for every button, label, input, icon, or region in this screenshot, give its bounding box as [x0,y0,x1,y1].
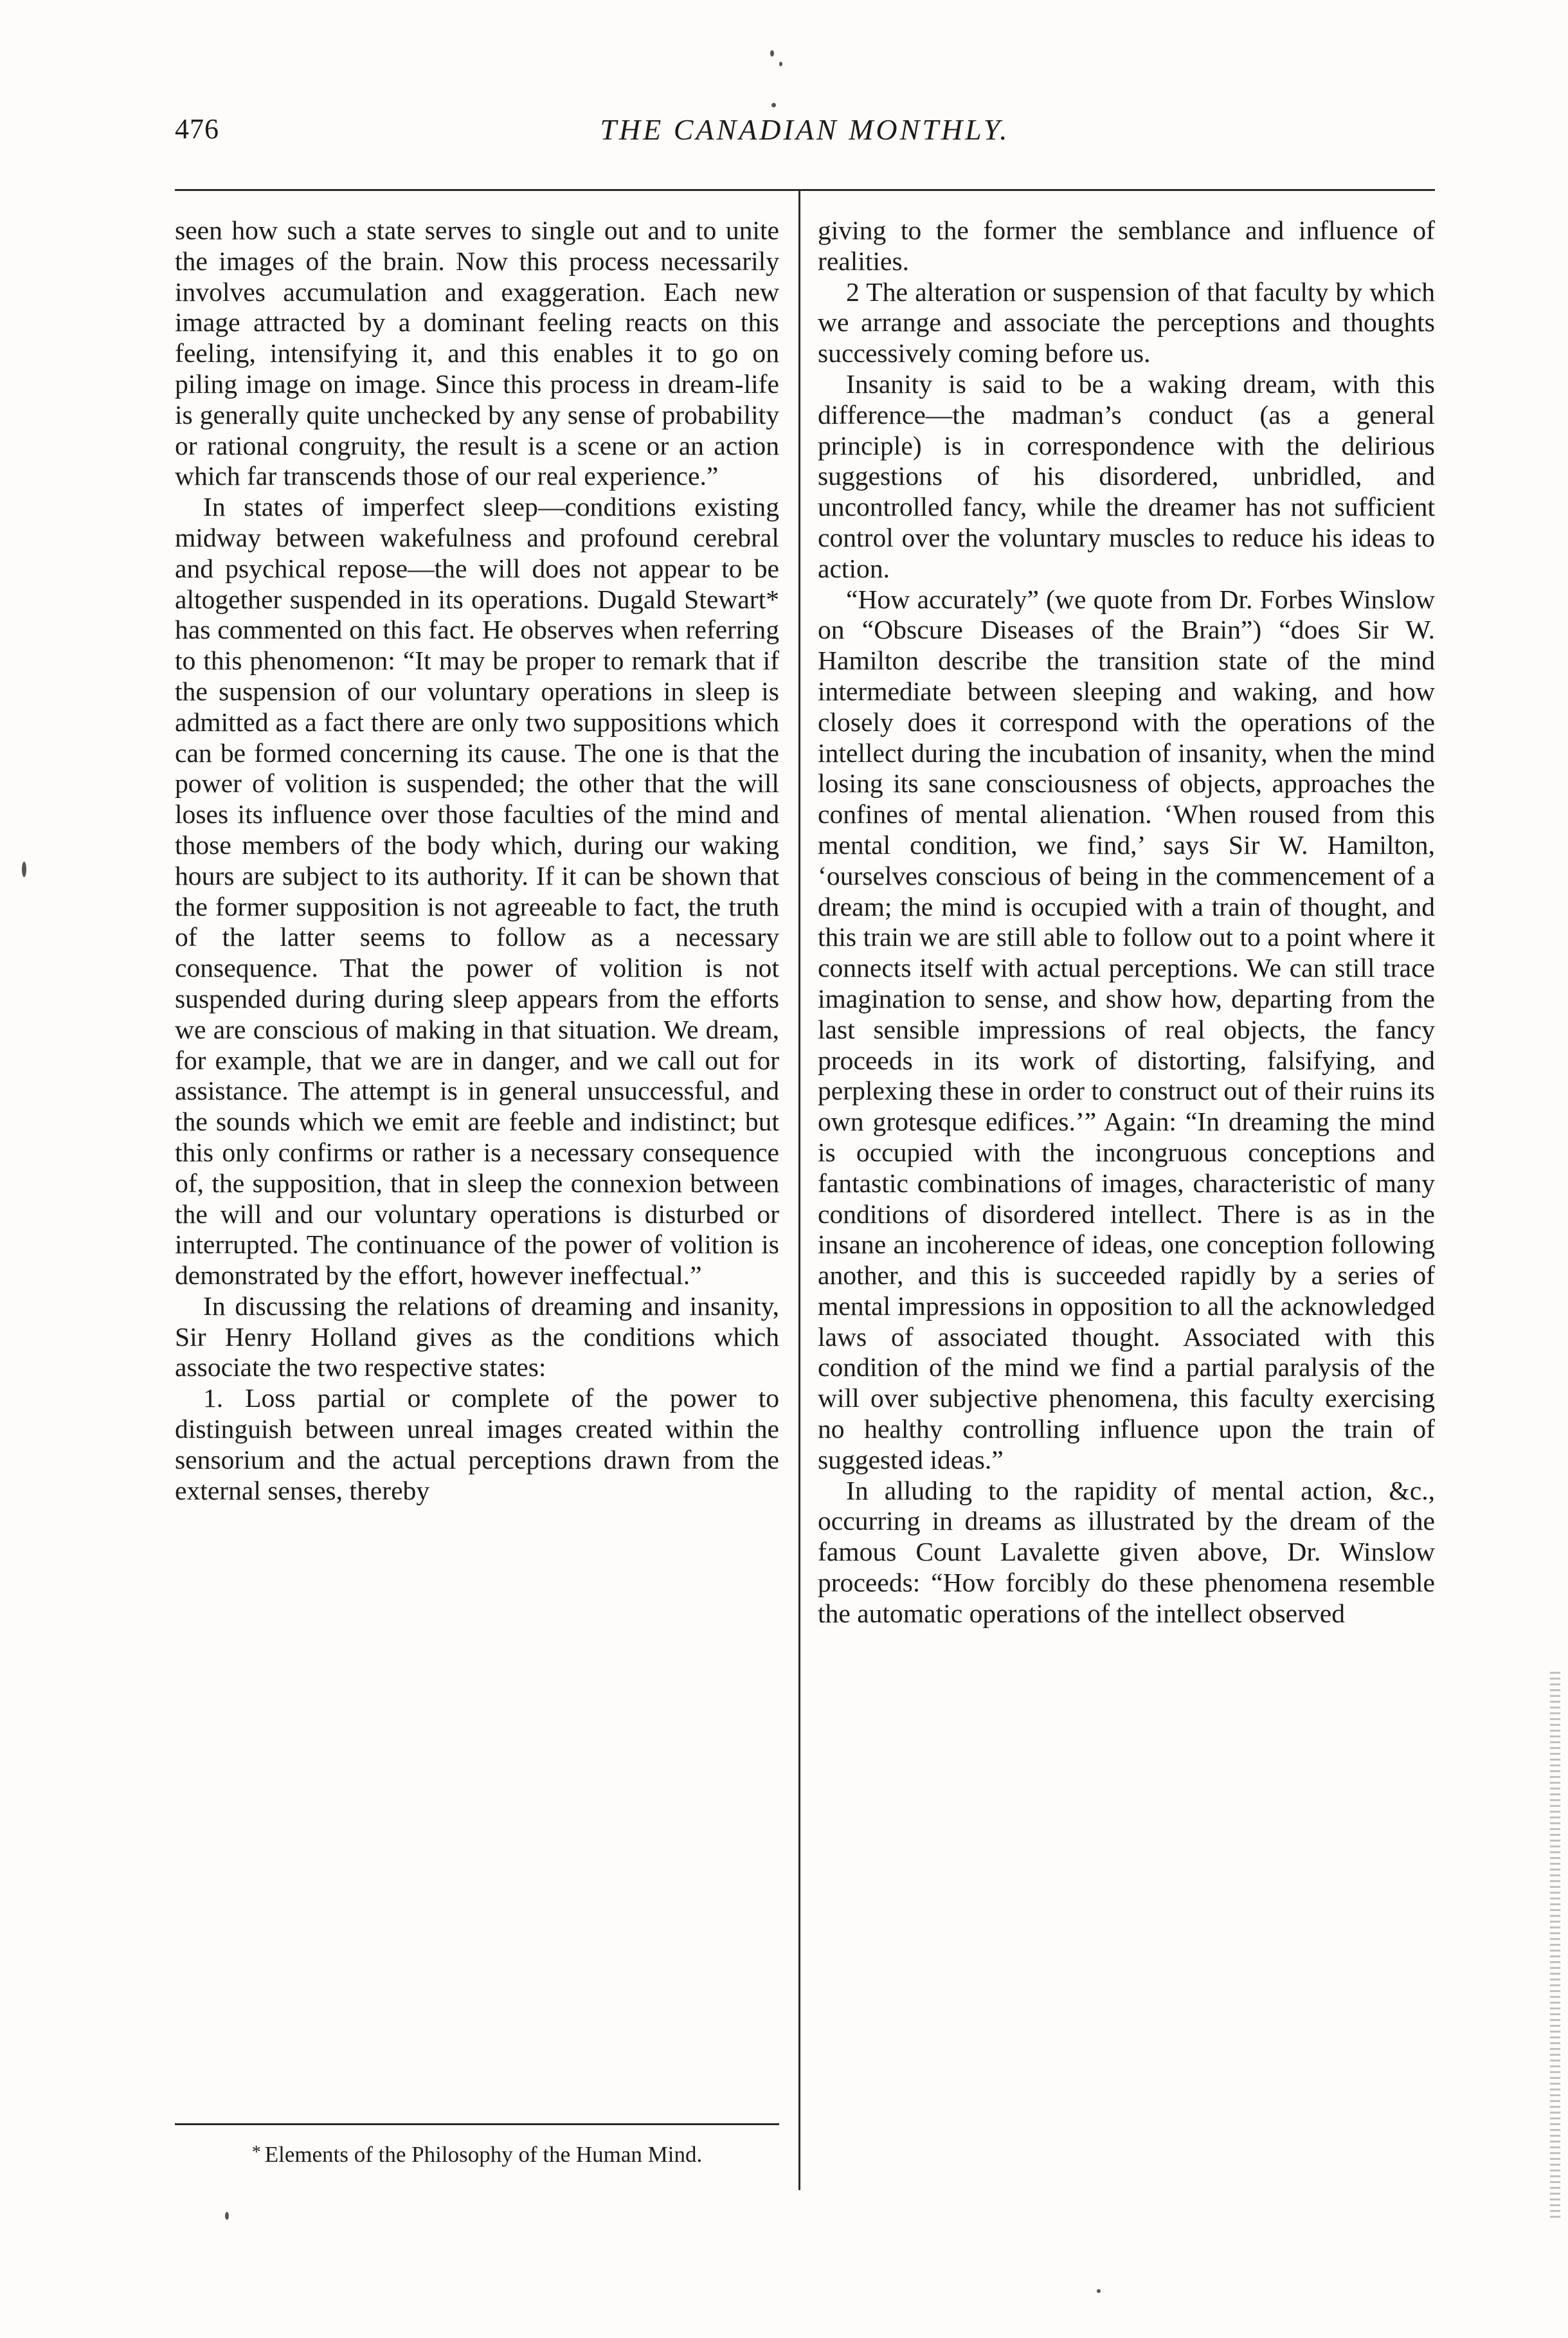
paragraph: seen how such a state serves to single out and to unite the images of the brain. Now this process necessarily involves accumulation and exaggeration. Each new image attracted by a dominant feeling reacts on this feeling, intensifying it, and this enables it to go on piling image on image. Since this process in dream-life is generally quite unchecked by any sense of probability or rational congruity, the result is a scene or an action which far transcends those of our real experience.” [175,215,779,491]
journal-title: THE CANADIAN MONTHLY. [600,113,1010,146]
paragraph: 1. Loss partial or complete of the power to distinguish between unreal images created within the sensorium and the actual perceptions drawn from the external senses, thereby [175,1383,779,1505]
paragraph: 2 The alteration or suspension of that faculty by which we arrange and associate the perceptions and thoughts successively coming before us. [818,276,1435,368]
scan-speck [779,62,782,66]
left-column [175,215,779,1506]
paragraph: In states of imperfect sleep—conditions existing midway between wakefulness and profound cerebral and psychical repose—the will does not appear to be altogether suspended in its operations. Dugald Stewart* has commented on this fact. He observes when referring to this phenomenon: “It may be proper to remark that if the suspension of our voluntary operations in sleep is admitted as a fact there are only two suppositions which can be formed concerning its cause. The one is that the power of volition is suspended; the other that the will loses its influence over those faculties of the mind and those members of the body which, during our waking hours are subject to its authority. If it can be shown that the former supposition is not agreeable to fact, the truth of the latter seems to follow as a necessary consequence. That the power of volition is not suspended during during sleep appears from the efforts we are conscious of making in that situation. We dream, for example, that we are in danger, and we call out for assistance. The attempt is in general unsuccessful, and the sounds which we emit are feeble and indistinct; but this only confirms or rather is a necessary consequence of, the supposition, that in sleep the connexion between the will and our voluntary operations is disturbed or interrupted. The continuance of the power of volition is demonstrated by the effort, however ineffectual.” [175,492,779,1291]
paragraph: In discussing the relations of dreaming and insanity, Sir Henry Holland gives as the conditions which associate the two respective states: [175,1291,779,1382]
header-rule [175,189,1435,191]
scan-speck [22,862,26,877]
scan-speck [771,103,776,107]
right-column [818,215,1435,1629]
footnote-text: Elements of the Philosophy of the Human Mind. [264,2142,703,2167]
scan-speck [225,2212,229,2220]
footnote-mark: * [251,2143,261,2162]
paragraph: “How accurately” (we quote from Dr. Forbes Winslow on “Obscure Diseases of the Brain”) “does Sir W. Hamilton describe the transition state of the mind intermediate between sleeping and waking, and how closely does it correspond with the operations of the intellect during the incubation of insanity, when the mind losing its sane consciousness of objects, approaches the confines of mental alienation. ‘When roused from this mental condition, we find,’ says Sir W. Hamilton, ‘ourselves conscious of being in the commencement of a dream; the mind is occupied with a train of thought, and this train we are still able to follow out to a point where it connects itself with actual perceptions. We can still trace imagination to sense, and show how, departing from the last sensible impressions of real objects, the fancy proceeds in its work of distorting, falsifying, and perplexing these in order to construct out of their ruins its own grotesque edifices.’” Again: “In dreaming the mind is occupied with the incongruous conceptions and fantastic combinations of images, characteristic of many conditions of disordered intellect. There is as in the insane an incoherence of ideas, one conception following another, and this is succeeded rapidly by a series of mental impressions in opposition to all the acknowledged laws of associated thought. Associated with this condition of the mind we find a partial paralysis of the will over subjective phenomena, this faculty exercising no healthy controlling influence upon the train of suggested ideas.” [818,584,1435,1474]
footnote [175,2140,779,2168]
paragraph: Insanity is said to be a waking dream, with this difference—the madman’s conduct (as a general principle) is in correspondence with the delirious suggestions of his disordered, unbridled, and uncontrolled fancy, while the dreamer has not sufficient control over the voluntary muscles to reduce his ideas to action. [818,368,1435,583]
paragraph: giving to the former the semblance and influence of realities. [818,215,1435,276]
scan-edge-artifact [1550,1672,1560,2218]
scan-speck [770,50,774,57]
scan-speck [1097,2289,1101,2293]
running-head [175,113,1435,158]
page-number: 476 [175,113,219,145]
footnote-rule [175,2123,779,2125]
paragraph: In alluding to the rapidity of mental action, &c., occurring in dreams as illustrated by the dream of the famous Count Lavalette given above, Dr. Winslow proceeds: “How forcibly do these phenomena resemble the automatic operations of the intellect observed [818,1475,1435,1628]
column-divider-rule [798,190,800,2190]
